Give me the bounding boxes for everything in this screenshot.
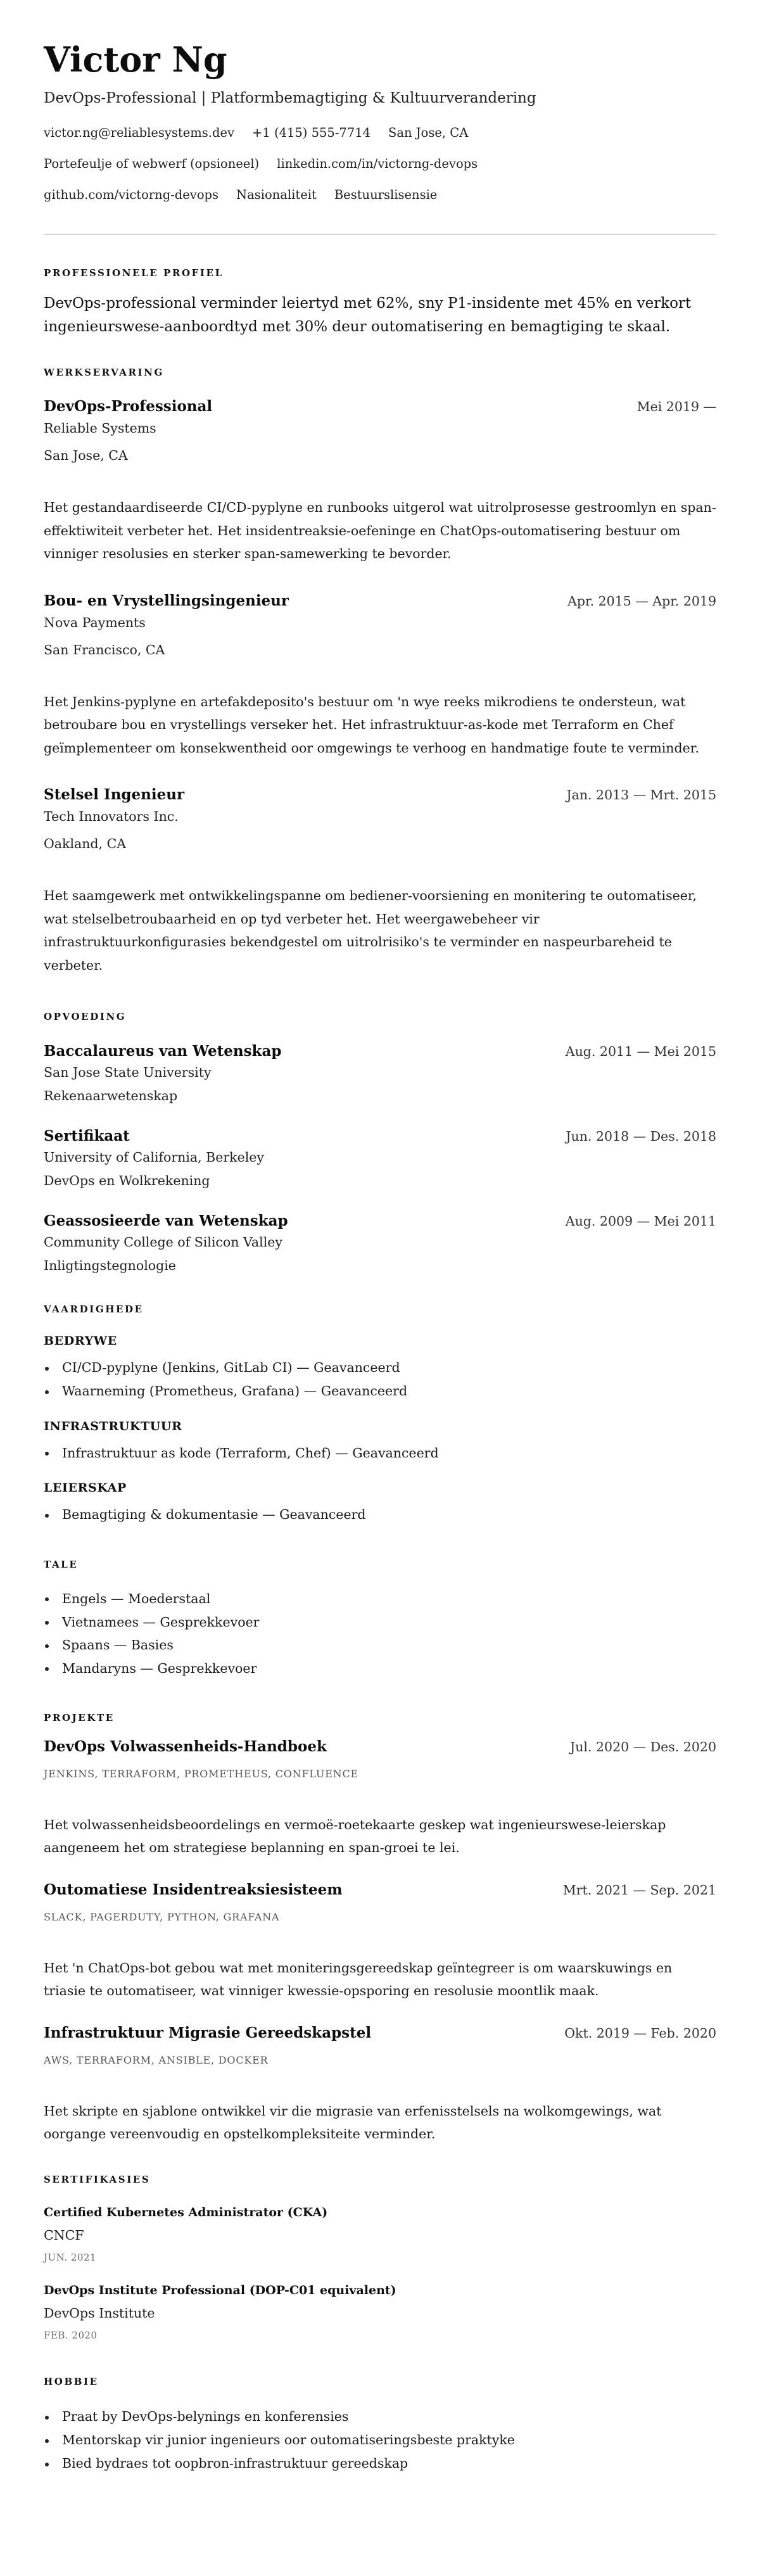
job-entry	[44, 397, 716, 566]
skill-item: CI/CD-pyplyne (Jenkins, GitLab CI) — Geavanceerd	[44, 1356, 716, 1380]
job-dates: Mei 2019 —	[636, 399, 716, 414]
job-description: Het gestandaardiseerde CI/CD-pyplyne en runbooks uitgerol wat uitrolprosesse gestroomlyn en span-effektiwiteit verbeter het. Het insidentreaksie-oefeninge en ChatOps-outomatisering bestuur om vinniger resolusies en sterker span-samewerking te bevorder.	[44, 500, 716, 561]
project-header	[44, 1737, 716, 1756]
github-link[interactable]: github.com/victorng-devops	[44, 187, 219, 202]
job-description: Het saamgewerk met ontwikkelingspanne om bediener-voorsiening en monitering te outomatiseer, wat stelselbetroubaarheid en op tyd verbeter het. Het weergawebeheer vir infrastruktuurkonfigurasies bekendgestel om uitrolrisiko's te verminder en naspeurbareheid te verbeter.	[44, 888, 697, 973]
language-item: Mandaryns — Gesprekkevoer	[44, 1657, 716, 1680]
location: San Jose, CA	[388, 125, 469, 140]
skill-category: INFRASTRUKTUUR	[44, 1419, 182, 1433]
education-header	[44, 1127, 716, 1146]
section-heading: WERKSERVARING	[44, 367, 164, 378]
phone-number: +1 (415) 555-7714	[252, 125, 371, 140]
section-heading: HOBBIE	[44, 2375, 99, 2387]
project-description: Het 'n ChatOps-bot gebou wat met moniteringsgereedskap geïntegreer is om waarskuwings en triasie te outomatiseer, wat vinniger kwessie-opsporing en resolusie moontlik maak.	[44, 1960, 673, 1998]
job-location: Oakland, CA	[44, 836, 127, 851]
contact-row	[44, 148, 716, 179]
job-company: Nova Payments	[44, 614, 146, 630]
language-item: Vietnamees — Gesprekkevoer	[44, 1611, 716, 1634]
project-description: Het skripte en sjablone ontwikkel vir die migrasie van erfenisstelsels na wolkomgewings, wat oorgange vereenvoudig en opstelkompleksiteite verminder.	[44, 2103, 662, 2141]
job-header	[44, 785, 716, 804]
candidate-headline: DevOps-Professional | Platformbemagtiging & Kultuurverandering	[44, 90, 536, 106]
project-tech-stack: AWS, TERRAFORM, ANSIBLE, DOCKER	[44, 2053, 269, 2066]
project-dates: Mrt. 2021 — Sep. 2021	[562, 1882, 716, 1898]
linkedin-link[interactable]: linkedin.com/in/victorng-devops	[277, 156, 478, 171]
project-tech-stack: JENKINS, TERRAFORM, PROMETHEUS, CONFLUENCE	[44, 1767, 358, 1780]
field-of-study: Inligtingstegnologie	[44, 1258, 176, 1273]
job-location: San Francisco, CA	[44, 642, 165, 657]
school: San Jose State University	[44, 1065, 212, 1080]
contact-row	[44, 117, 716, 148]
education-section	[44, 1010, 716, 1276]
project-header	[44, 2024, 716, 2043]
project-header	[44, 1881, 716, 1900]
skill-item: Infrastruktuur as kode (Terraform, Chef) — Geavanceerd	[44, 1442, 716, 1465]
field-of-study: DevOps en Wolkrekening	[44, 1173, 210, 1188]
project-tech-stack: SLACK, PAGERDUTY, PYTHON, GRAFANA	[44, 1910, 280, 1923]
project-dates: Okt. 2019 — Feb. 2020	[564, 2025, 716, 2041]
education-header	[44, 1042, 716, 1061]
section-heading: PROFESSIONELE PROFIEL	[44, 267, 224, 279]
resume-header	[44, 39, 716, 235]
skill-category: BEDRYWE	[44, 1334, 117, 1348]
skill-list	[44, 1442, 716, 1465]
hobby-item: Praat by DevOps-belynings en konferensies	[44, 2405, 716, 2428]
hobby-item: Mentorskap vir junior ingenieurs oor outomatiseringsbeste praktyke	[44, 2428, 716, 2452]
hobbies-section	[44, 2375, 716, 2476]
job-title: Bou- en Vrystellingsingenieur	[44, 592, 289, 609]
hobby-item: Bied bydraes tot oopbron-infrastruktuur gereedskap	[44, 2452, 716, 2475]
skill-category: LEIERSKAP	[44, 1481, 127, 1495]
project-description: Het volwassenheidsbeoordelings en vermoë-roetekaarte geskep wat ingenieurswese-leierskap aangeneem het om strategiese beplanning en span-groei te lei.	[44, 1817, 666, 1855]
project-dates: Jul. 2020 — Des. 2020	[569, 1739, 716, 1754]
skill-list	[44, 1356, 716, 1403]
job-entry	[44, 592, 716, 760]
nationality: Nasionaliteit	[236, 187, 317, 202]
education-entry	[44, 1042, 716, 1107]
job-header	[44, 397, 716, 416]
languages-section	[44, 1558, 716, 1680]
education-entry	[44, 1127, 716, 1191]
certification-entry	[44, 2204, 716, 2265]
language-list	[44, 1587, 716, 1680]
drivers-license: Bestuurslisensie	[334, 187, 438, 202]
school: University of California, Berkeley	[44, 1150, 264, 1165]
section-heading: SERTIFIKASIES	[44, 2173, 151, 2185]
project-title: Outomatiese Insidentreaksiesisteem	[44, 1881, 343, 1898]
certification-issuer: CNCF	[44, 2227, 84, 2243]
job-dates: Apr. 2015 — Apr. 2019	[567, 593, 716, 609]
degree: Geassosieerde van Wetenskap	[44, 1212, 288, 1229]
education-dates: Jun. 2018 — Des. 2018	[566, 1129, 716, 1144]
section-heading: OPVOEDING	[44, 1011, 127, 1022]
language-item: Spaans — Basies	[44, 1634, 716, 1657]
resume-page	[0, 39, 760, 2475]
section-heading: PROJEKTE	[44, 1711, 115, 1723]
portfolio-link[interactable]: Portefeulje of webwerf (opsioneel)	[44, 156, 260, 171]
skill-list	[44, 1503, 716, 1526]
hobby-list	[44, 2405, 716, 2475]
certification-title: Certified Kubernetes Administrator (CKA)	[44, 2205, 328, 2219]
job-header	[44, 592, 716, 611]
certification-entry	[44, 2282, 716, 2343]
project-entry	[44, 1737, 716, 1859]
job-location: San Jose, CA	[44, 448, 128, 463]
job-dates: Jan. 2013 — Mrt. 2015	[566, 787, 716, 803]
school: Community College of Silicon Valley	[44, 1234, 282, 1250]
education-dates: Aug. 2009 — Mei 2011	[565, 1214, 716, 1229]
certification-date: FEB. 2020	[44, 2329, 98, 2341]
job-description: Het Jenkins-pyplyne en artefakdeposito's bestuur om 'n wye reeks mikrodiens te ondersteun, wat betroubare bou en vrystellings verseker het. Het infrastruktuur-as-kode met Terraform en Chef geïmplementeer om konsekwentheid oor omgewings te verhoog en handmatige foute te verminder.	[44, 694, 699, 756]
certification-issuer: DevOps Institute	[44, 2305, 155, 2321]
profile-summary: DevOps-professional verminder leiertyd met 62%, sny P1-insidente met 45% en verkort ingenieurswese-aanboordtyd met 30% deur outomatisering en bemagtiging te skaal.	[44, 295, 692, 335]
profile-section	[44, 267, 716, 339]
job-company: Reliable Systems	[44, 421, 156, 436]
field-of-study: Rekenaarwetenskap	[44, 1088, 178, 1103]
certifications-section	[44, 2173, 716, 2343]
skill-item: Bemagtiging & dokumentasie — Geavanceerd	[44, 1503, 716, 1526]
project-entry	[44, 2024, 716, 2145]
education-header	[44, 1212, 716, 1231]
job-company: Tech Innovators Inc.	[44, 809, 179, 824]
experience-section	[44, 366, 716, 977]
project-title: DevOps Volwassenheids-Handboek	[44, 1737, 327, 1755]
project-title: Infrastruktuur Migrasie Gereedskapstel	[44, 2024, 372, 2041]
project-entry	[44, 1881, 716, 2002]
job-title: Stelsel Ingenieur	[44, 786, 185, 803]
degree: Baccalaureus van Wetenskap	[44, 1043, 282, 1060]
education-dates: Aug. 2011 — Mei 2015	[565, 1044, 716, 1059]
email-link[interactable]: victor.ng@reliablesystems.dev	[44, 125, 235, 140]
job-entry	[44, 785, 716, 977]
degree: Sertifikaat	[44, 1127, 130, 1145]
section-heading: TALE	[44, 1558, 79, 1570]
section-heading: VAARDIGHEDE	[44, 1304, 144, 1315]
education-entry	[44, 1212, 716, 1276]
language-item: Engels — Moederstaal	[44, 1587, 716, 1611]
contact-row	[44, 179, 716, 210]
header-divider	[44, 234, 716, 235]
certification-title: DevOps Institute Professional (DOP-C01 equivalent)	[44, 2283, 396, 2297]
certification-date: JUN. 2021	[44, 2251, 97, 2263]
skills-section	[44, 1303, 716, 1526]
candidate-name: Victor Ng	[44, 39, 227, 80]
skill-item: Waarneming (Prometheus, Grafana) — Geavanceerd	[44, 1380, 716, 1403]
job-title: DevOps-Professional	[44, 398, 213, 415]
projects-section	[44, 1711, 716, 2145]
